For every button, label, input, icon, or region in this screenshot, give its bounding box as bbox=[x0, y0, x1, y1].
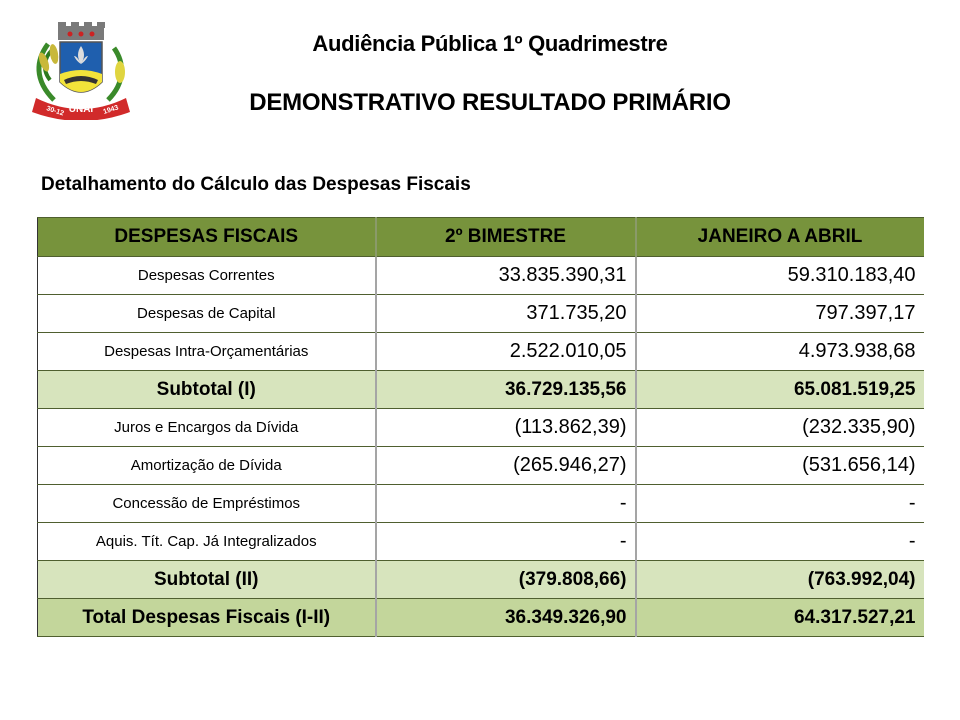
section-title: Detalhamento do Cálculo das Despesas Fiscais bbox=[41, 174, 471, 195]
svg-text:30-12: 30-12 bbox=[45, 105, 65, 118]
table-row bbox=[38, 333, 924, 371]
janeiro-abril-value: 65.081.519,25 bbox=[636, 371, 924, 409]
table-row bbox=[38, 523, 924, 561]
row-label: Subtotal (I) bbox=[38, 371, 376, 409]
bimestre-value: 36.729.135,56 bbox=[376, 371, 636, 409]
row-label: Concessão de Empréstimos bbox=[38, 485, 376, 523]
bimestre-value: - bbox=[376, 523, 636, 561]
table-row bbox=[38, 295, 924, 333]
janeiro-abril-value: - bbox=[636, 523, 924, 561]
svg-text:UNAÍ: UNAÍ bbox=[68, 104, 94, 115]
janeiro-abril-value: 4.973.938,68 bbox=[636, 333, 924, 371]
table-row bbox=[38, 409, 924, 447]
row-label: Juros e Encargos da Dívida bbox=[38, 409, 376, 447]
bimestre-value: 36.349.326,90 bbox=[376, 599, 636, 637]
total-row bbox=[38, 599, 924, 637]
bimestre-value: (379.808,66) bbox=[376, 561, 636, 599]
row-label: Subtotal (II) bbox=[38, 561, 376, 599]
row-label: Total Despesas Fiscais (I-II) bbox=[38, 599, 376, 637]
janeiro-abril-value: 59.310.183,40 bbox=[636, 257, 924, 295]
janeiro-abril-value: 797.397,17 bbox=[636, 295, 924, 333]
page-heading: DEMONSTRATIVO RESULTADO PRIMÁRIO bbox=[249, 89, 731, 116]
column-header-janeiro-a-abril: JANEIRO A ABRIL bbox=[636, 218, 924, 257]
janeiro-abril-value: - bbox=[636, 485, 924, 523]
janeiro-abril-value: (232.335,90) bbox=[636, 409, 924, 447]
crown-icon bbox=[58, 22, 105, 40]
bimestre-value: 2.522.010,05 bbox=[376, 333, 636, 371]
row-label: Despesas de Capital bbox=[38, 295, 376, 333]
row-label: Amortização de Dívida bbox=[38, 447, 376, 485]
bimestre-value: (265.946,27) bbox=[376, 447, 636, 485]
table-row bbox=[38, 485, 924, 523]
bimestre-value: 371.735,20 bbox=[376, 295, 636, 333]
bimestre-value: 33.835.390,31 bbox=[376, 257, 636, 295]
column-header-2-bimestre: 2º BIMESTRE bbox=[376, 218, 636, 257]
bimestre-value: (113.862,39) bbox=[376, 409, 636, 447]
janeiro-abril-value: (763.992,04) bbox=[636, 561, 924, 599]
table-header-row bbox=[38, 218, 924, 257]
janeiro-abril-value: 64.317.527,21 bbox=[636, 599, 924, 637]
row-label: Despesas Correntes bbox=[38, 257, 376, 295]
svg-text:1943: 1943 bbox=[102, 104, 120, 116]
column-header-despesas-fiscais: DESPESAS FISCAIS bbox=[38, 218, 376, 257]
row-label: Aquis. Tít. Cap. Já Integralizados bbox=[38, 523, 376, 561]
subtotal-row bbox=[38, 371, 924, 409]
page-title: Audiência Pública 1º Quadrimestre bbox=[312, 31, 668, 56]
subtotal-row bbox=[38, 561, 924, 599]
municipal-coat-of-arms-logo bbox=[14, 20, 146, 120]
janeiro-abril-value: (531.656,14) bbox=[636, 447, 924, 485]
fiscal-expenses-table bbox=[37, 217, 924, 637]
table-row bbox=[38, 257, 924, 295]
row-label: Despesas Intra-Orçamentárias bbox=[38, 333, 376, 371]
table-row bbox=[38, 447, 924, 485]
bimestre-value: - bbox=[376, 485, 636, 523]
